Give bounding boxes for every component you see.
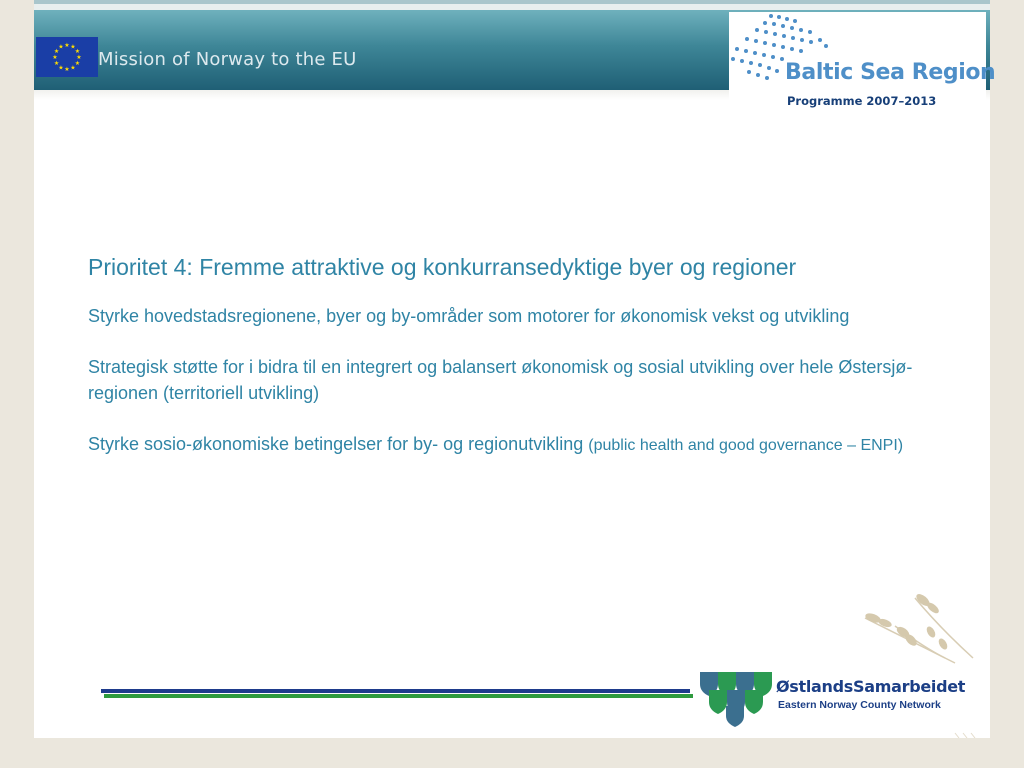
ostlands-name: ØstlandsSamarbeidet xyxy=(776,677,966,696)
svg-text:★: ★ xyxy=(64,66,70,73)
svg-text:★: ★ xyxy=(70,43,76,51)
svg-text:★: ★ xyxy=(53,60,60,67)
eu-flag-icon xyxy=(36,37,98,77)
footer-rule-blue xyxy=(101,689,690,693)
svg-text:★: ★ xyxy=(70,64,76,72)
ostlands-subtitle: Eastern Norway County Network xyxy=(778,699,941,711)
baltic-sea-region-logo xyxy=(729,12,996,108)
svg-text:★: ★ xyxy=(52,54,58,61)
priority-heading: Prioritet 4: Fremme attraktive og konkurransedyktige byer og regioner xyxy=(88,254,797,280)
footer-rule-green xyxy=(104,694,693,698)
slide-content xyxy=(88,253,938,484)
mission-title: Mission of Norway to the EU xyxy=(98,49,357,70)
svg-text:★: ★ xyxy=(64,42,70,49)
svg-text:★: ★ xyxy=(74,48,81,55)
bsr-name: Baltic Sea Region xyxy=(785,60,996,85)
paragraph-3 xyxy=(88,431,938,459)
paragraph-3-note: (public health and good governance – ENPI) xyxy=(588,437,904,454)
paragraph-3-text: Styrke sosio-økonomiske betingelser for by- og regionutvikling xyxy=(88,434,589,454)
svg-text:★: ★ xyxy=(74,60,81,67)
svg-text:★: ★ xyxy=(58,64,64,72)
svg-text:★: ★ xyxy=(58,43,64,51)
ostlandssamarbeidet-logo xyxy=(698,668,980,728)
bsr-programme: Programme 2007–2013 xyxy=(787,94,937,108)
shields-icon xyxy=(698,668,774,728)
paragraph-2-text: Strategisk støtte for i bidra til en integrert og balansert økonomisk og sosial utvikling over hele Østersjø-regionen (territoriell utvikling) xyxy=(88,357,913,403)
paragraph-1-text: Styrke hovedstadsregionene, byer og by-områder som motorer for økonomisk vekst og utvikling xyxy=(88,306,850,326)
paragraph-1 xyxy=(88,303,938,329)
svg-text:★: ★ xyxy=(53,48,60,55)
svg-text:★: ★ xyxy=(76,54,82,61)
paragraph-2 xyxy=(88,354,938,406)
